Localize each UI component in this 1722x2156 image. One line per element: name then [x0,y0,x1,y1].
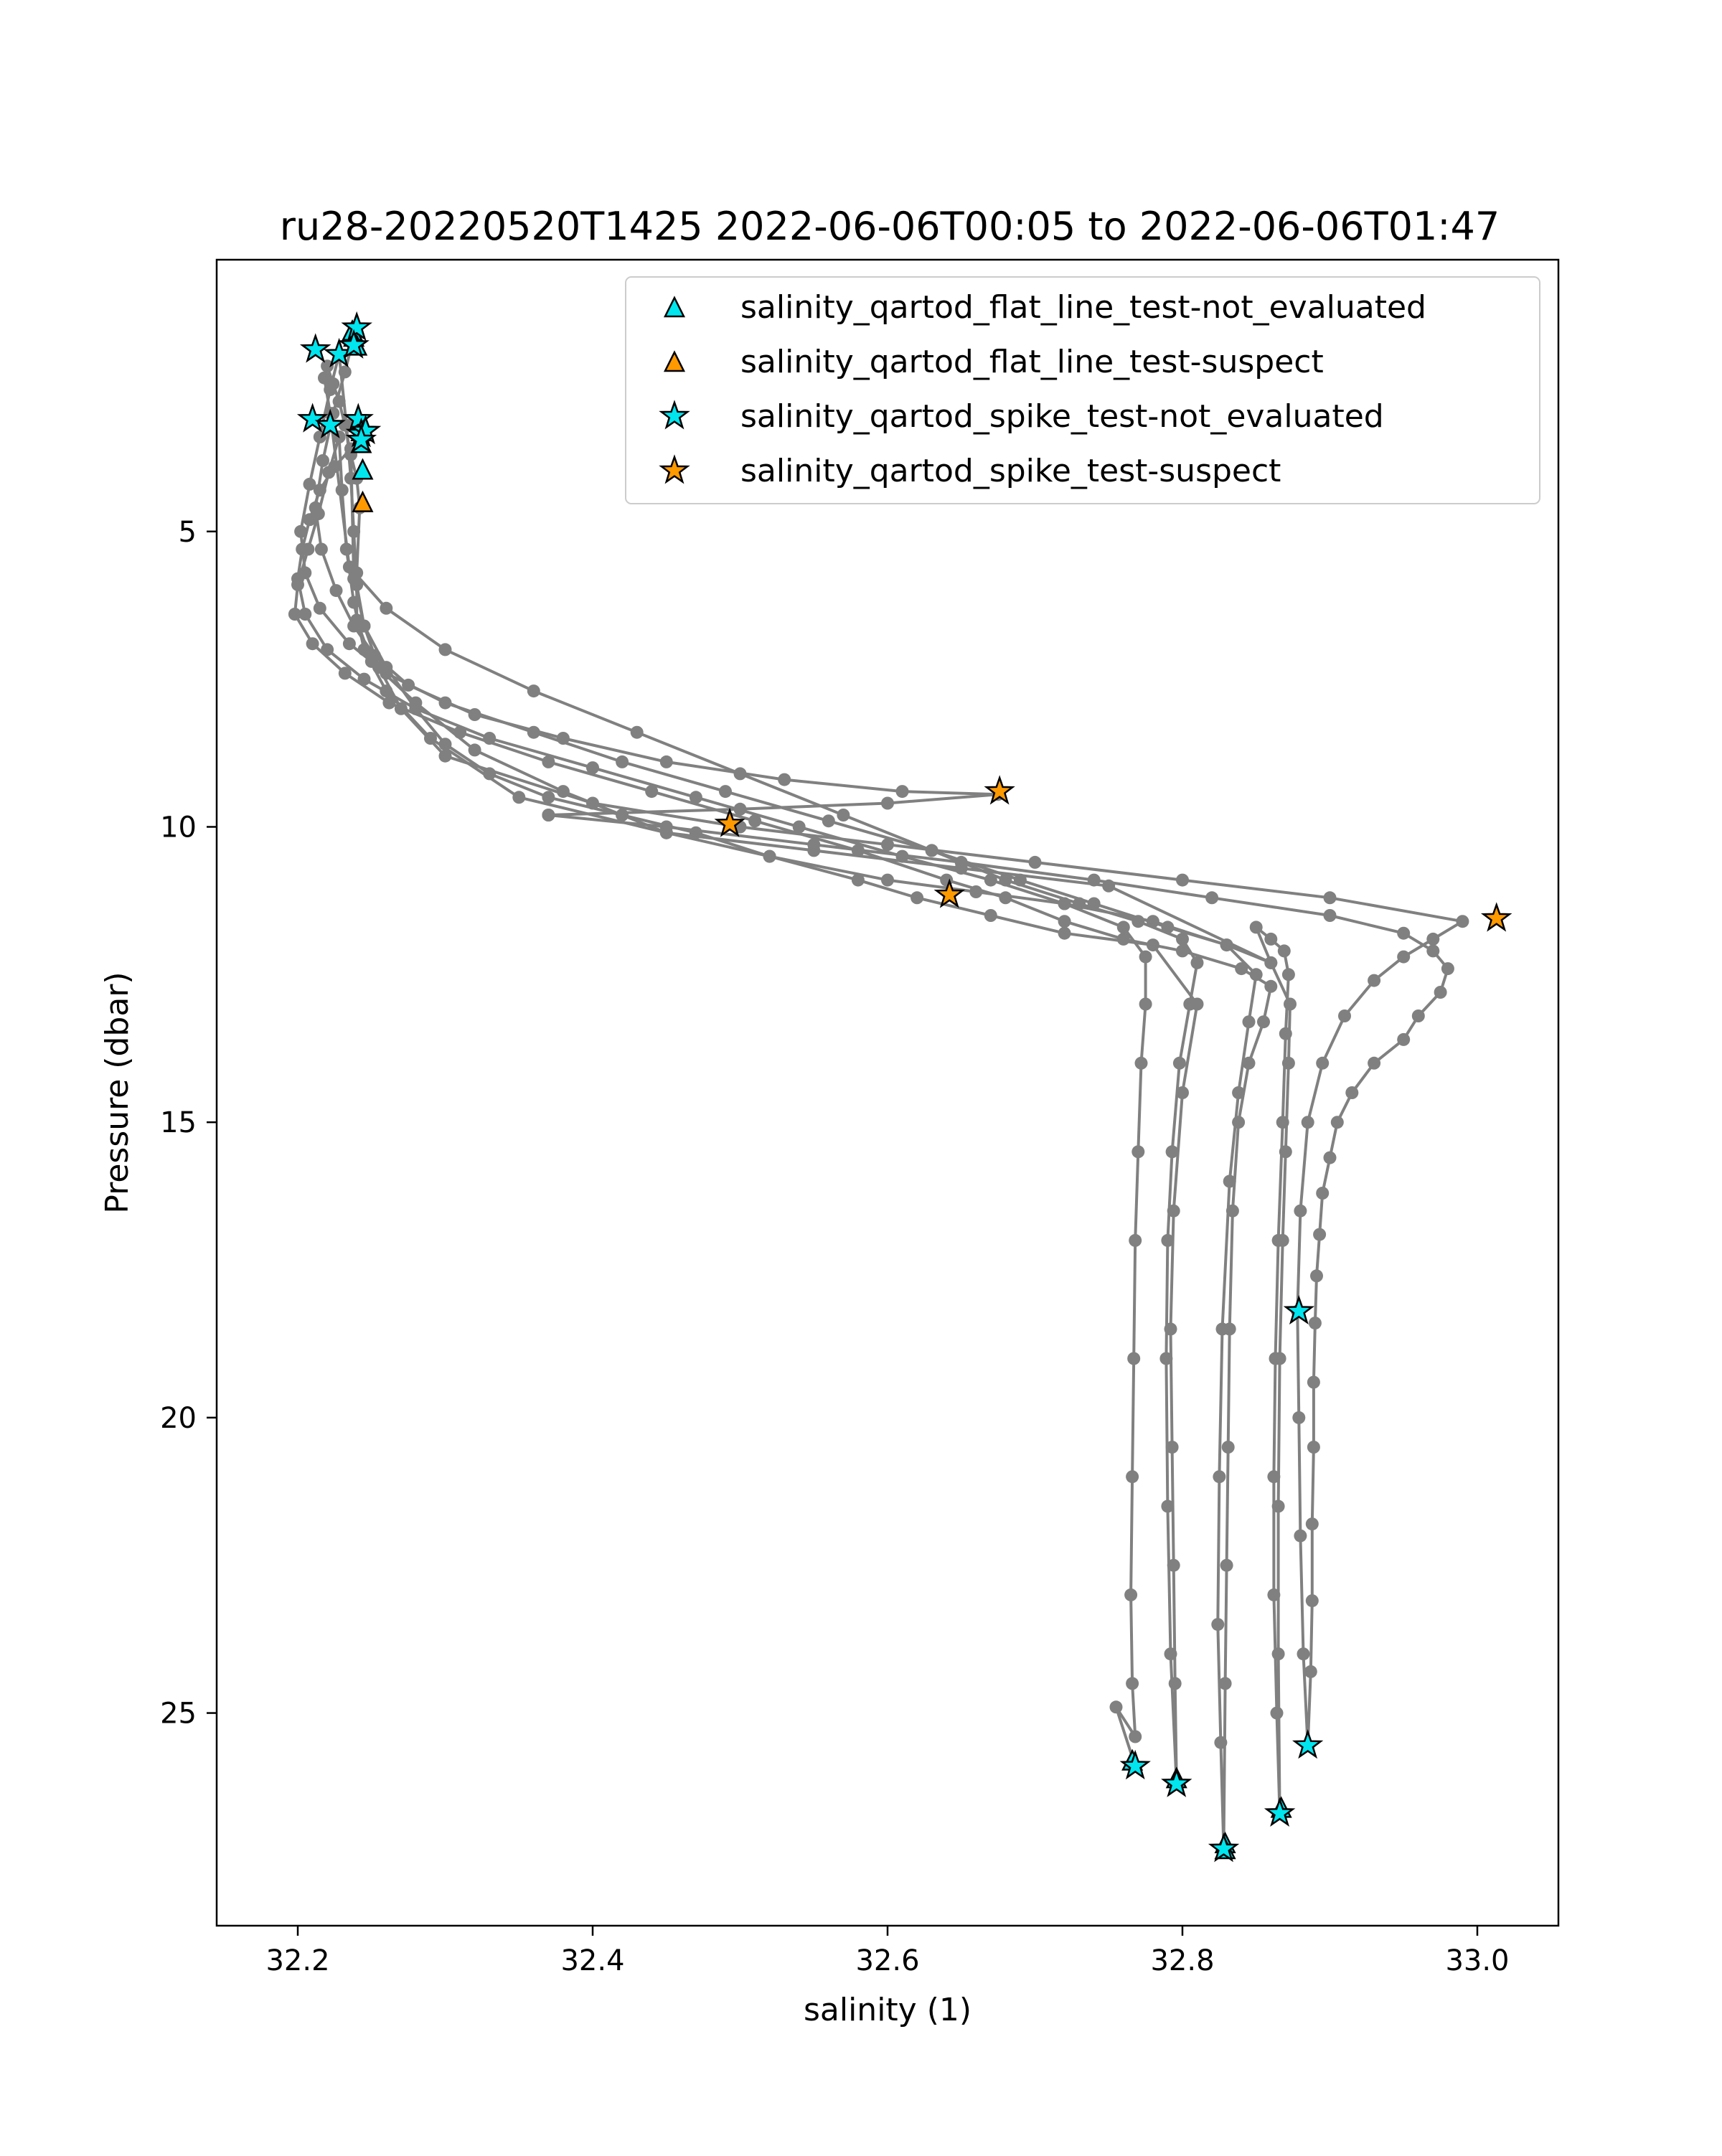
profile-point [439,738,452,750]
profile-point [1324,891,1337,904]
profile-point [881,838,894,851]
profile-point [343,560,356,573]
profile-point [1176,1086,1189,1099]
profile-point [512,791,525,804]
profile-point [380,602,392,615]
profile-point [1368,974,1380,987]
profile-point [763,850,776,863]
profile-point [1284,998,1297,1011]
profile-point [1294,1205,1307,1218]
profile-point [1166,1441,1179,1454]
profile-point [1205,891,1218,904]
profile-point [1324,1152,1337,1164]
profile-point [1306,1517,1319,1530]
profile-point [1131,1145,1144,1158]
profile-point [483,767,496,780]
profile-point [409,702,422,715]
profile-point [778,773,791,786]
profile-point [852,844,865,857]
profile-point [586,761,599,774]
profile-point [586,797,599,810]
profile-point [1124,1588,1137,1601]
profile-point [1297,1647,1310,1660]
y-tick-label: 10 [160,811,197,844]
profile-point [330,584,343,597]
profile-point [1135,1057,1148,1070]
profile-point [837,809,850,822]
profile-point [1129,1731,1142,1743]
profile-point [1331,1116,1344,1129]
profile-point [1073,898,1086,910]
profile-point [1271,1707,1284,1720]
profile-point [1307,1441,1320,1454]
profile-point [542,755,555,768]
profile-point [1159,1352,1172,1365]
y-tick-label: 15 [160,1106,197,1140]
profile-point [1272,1234,1285,1247]
profile-point [1397,927,1410,940]
profile-point [1307,1376,1320,1389]
profile-point [1226,1205,1239,1218]
profile-point [296,543,309,556]
profile-point [1058,927,1071,940]
profile-point [793,821,806,834]
profile-point [557,785,570,798]
profile-point [1117,921,1130,933]
profile-point [984,874,997,887]
profile-point [1058,898,1071,910]
profile-point [358,643,371,656]
profile-point [1397,1033,1410,1046]
profile-point [298,608,311,621]
profile-point [1232,1086,1245,1099]
profile-point [306,637,319,650]
y-tick-label: 25 [160,1697,197,1731]
profile-point [969,885,982,898]
profile-point [1139,951,1152,964]
profile-point [1167,1559,1180,1572]
profile-point [1223,1175,1236,1188]
profile-point [1292,1411,1305,1424]
x-axis-label: salinity (1) [803,1992,972,2028]
profile-point [1276,1116,1289,1129]
profile-point [896,785,909,798]
profile-point [734,767,747,780]
profile-point [881,874,894,887]
profile-point [1102,880,1115,893]
profile-point [321,643,334,656]
profile-point [1058,915,1071,928]
profile-point [453,726,466,739]
profile-point [1250,921,1263,933]
profile-point [1088,874,1101,887]
profile-point [1222,1441,1235,1454]
profile-point [1213,1470,1225,1483]
profile-point [347,573,360,585]
profile-point [911,891,923,904]
profile-point [527,726,540,739]
profile-point [1161,1234,1174,1247]
profile-point [336,484,349,496]
profile-point [1219,1677,1232,1690]
profile-point [542,791,555,804]
profile-point [1250,968,1263,981]
profile-point [822,814,835,827]
profile-point [557,732,570,745]
profile-point [1165,1322,1177,1335]
profile-point [1426,933,1439,946]
profile-point [1243,1057,1256,1070]
legend-label-flat-line-not-evaluated: salinity_qartod_flat_line_test-not_evaluated [740,289,1426,326]
profile-point [1243,1015,1256,1028]
profile-point [1368,1057,1380,1070]
profile-point [1264,980,1277,993]
profile-point [1306,1594,1319,1607]
profile-point [1176,944,1189,957]
profile-point [1139,998,1152,1011]
profile-point [1456,915,1469,928]
profile-point [1267,1588,1280,1601]
profile-point [1324,909,1337,922]
profile-point [1345,1086,1358,1099]
legend-label-flat-line-suspect: salinity_qartod_flat_line_test-suspect [740,344,1324,380]
profile-point [1278,944,1291,957]
profile-point [881,797,894,810]
x-tick-label: 32.8 [1150,1944,1215,1977]
profile-point [1302,1116,1314,1129]
profile-point [469,743,481,756]
profile-point [339,365,352,378]
profile-point [1147,938,1159,951]
x-tick-label: 32.2 [265,1944,330,1977]
profile-point [616,755,629,768]
profile-point [1029,856,1042,869]
profile-point [1214,1736,1227,1749]
legend-label-spike-not-evaluated: salinity_qartod_spike_test-not_evaluated [740,398,1384,435]
profile-point [483,732,496,745]
profile-point [1269,1352,1282,1365]
profile-point [315,543,328,556]
profile-point [645,785,658,798]
profile-point [1264,956,1277,969]
profile-point [542,809,555,822]
profile-point [1282,1057,1295,1070]
profile-point [314,484,326,496]
profile-point [1235,962,1248,975]
profile-point [347,525,360,538]
profile-point [1279,1145,1292,1158]
profile-point [1441,962,1454,975]
profile-point [852,874,865,887]
profile-point [690,791,702,804]
profile-point [469,708,481,721]
profile-point [1166,1145,1179,1158]
profile-point [1173,1057,1186,1070]
profile-point [807,844,820,857]
profile-point [365,655,378,668]
profile-point [402,679,415,692]
profile-point [1110,1700,1123,1713]
profile-point [1316,1187,1329,1200]
profile-point [358,620,371,633]
profile-point [1014,874,1027,887]
profile-point [395,702,408,715]
profile-point [439,750,452,763]
profile-point [340,543,353,556]
profile-point [333,395,346,408]
profile-point [347,596,360,609]
y-tick-label: 5 [178,515,197,549]
profile-point [1165,1647,1177,1660]
profile-point [999,874,1012,887]
profile-point [1176,933,1189,946]
profile-point [1169,1677,1182,1690]
profile-point [616,809,629,822]
profile-point [1147,915,1159,928]
profile-point [1279,1027,1292,1040]
profile-point [660,755,673,768]
legend [626,277,1540,504]
profile-point [1257,1015,1270,1028]
profile-point [1191,956,1204,969]
profile-point [439,643,452,656]
profile-point [382,697,395,710]
y-axis-label: Pressure (dbar) [99,971,136,1214]
profile-point [1267,1470,1280,1483]
profile-point [1176,874,1189,887]
profile-point [1220,938,1233,951]
x-tick-label: 33.0 [1445,1944,1510,1977]
profile-point [424,732,437,745]
profile-point [1088,898,1101,910]
profile-point [1316,1057,1329,1070]
profile-point [719,785,732,798]
profile-point [1272,1500,1285,1512]
profile-point [1397,951,1410,964]
profile-point [926,844,938,857]
profile-point [1264,933,1277,946]
profile-point [380,661,392,674]
profile-point [1131,915,1144,928]
profile-point [1127,1352,1140,1365]
profile-point [1161,921,1174,933]
profile-point [304,513,316,526]
legend-label-spike-suspect: salinity_qartod_spike_test-suspect [740,453,1281,489]
profile-point [1129,1234,1142,1247]
profile-point [380,684,392,697]
profile-point [339,667,352,679]
profile-point [1313,1228,1326,1241]
profile-point [1126,1677,1139,1690]
y-tick-label: 20 [160,1401,197,1435]
profile-point [999,891,1012,904]
profile-point [318,372,331,385]
x-tick-label: 32.4 [560,1944,625,1977]
profile-point [527,684,540,697]
profile-point [734,803,747,816]
profile-point [291,573,304,585]
chart-title: ru28-20220520T1425 2022-06-06T00:05 to 2022-06-06T01:47 [279,204,1500,249]
profile-point [1309,1317,1322,1329]
profile-point [1272,1647,1285,1660]
profile-point [1161,1500,1174,1512]
profile-point [896,850,909,863]
profile-point [1434,986,1447,999]
profile-point [1216,1322,1229,1335]
profile-point [631,726,644,739]
x-tick-label: 32.6 [855,1944,920,1977]
profile-point [1310,1269,1323,1282]
profile-point [1126,1470,1139,1483]
profile-point [358,673,371,686]
profile-point [1220,1559,1233,1572]
profile-point [316,454,329,467]
profile-point [1117,933,1130,946]
profile-point [328,460,341,473]
profile-point [1426,944,1439,957]
profile-point [1294,1530,1307,1543]
profile-point [690,827,702,839]
profile-point [1412,1009,1425,1022]
profile-point [955,862,968,875]
profile-point [1167,1205,1180,1218]
profile-point [439,697,452,710]
profile-point [1232,1116,1245,1129]
profile-point [984,909,997,922]
profile-point [1211,1618,1224,1631]
profile-point [1191,998,1204,1011]
profile-point [314,602,326,615]
profile-point [294,525,307,538]
profile-point [1282,968,1295,981]
profile-point [748,814,761,827]
profile-point [343,637,356,650]
profile-point [1304,1665,1317,1678]
profile-point [1338,1009,1351,1022]
profile-point [660,827,673,839]
